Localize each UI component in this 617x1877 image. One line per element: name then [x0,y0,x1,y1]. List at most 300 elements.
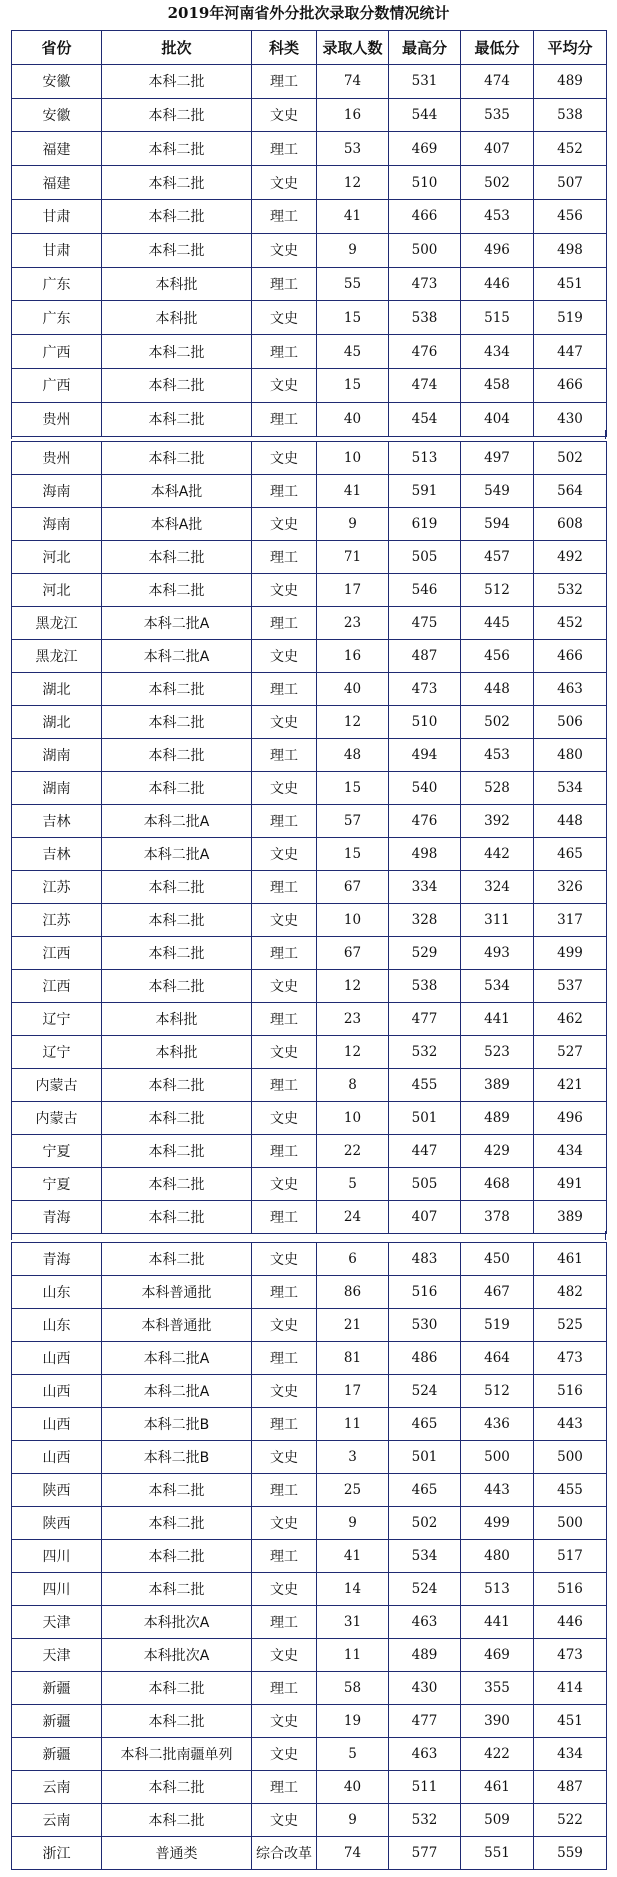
cell-avg-score: 564 [534,475,607,508]
table-row [12,1342,607,1375]
cell-avg-score: 466 [534,368,607,402]
cell-province: 新疆 [12,1738,102,1771]
cell-subject: 理工 [252,1672,317,1705]
cell-max-score: 538 [389,970,461,1003]
cell-subject: 文史 [252,1573,317,1606]
cell-max-score: 500 [389,233,461,267]
cell-max-score: 510 [389,166,461,200]
cell-subject: 文史 [252,1375,317,1408]
cell-max-score: 510 [389,706,461,739]
cell-province: 黑龙江 [12,607,102,640]
cell-batch: 本科二批 [102,132,252,166]
cell-admitted-count: 41 [317,1540,389,1573]
cell-admitted-count: 5 [317,1738,389,1771]
cell-province: 安徽 [12,98,102,132]
cell-province: 湖南 [12,739,102,772]
cell-min-score: 535 [461,98,534,132]
table-header-row [12,31,607,65]
table-row [12,1837,607,1870]
cell-batch: 本科二批 [102,871,252,904]
cell-max-score: 334 [389,871,461,904]
cell-max-score: 498 [389,838,461,871]
cell-min-score: 464 [461,1342,534,1375]
cell-min-score: 594 [461,508,534,541]
cell-min-score: 355 [461,1672,534,1705]
cell-admitted-count: 23 [317,607,389,640]
cell-subject: 理工 [252,1540,317,1573]
cell-province: 浙江 [12,1837,102,1870]
cell-avg-score: 489 [534,64,607,98]
cell-avg-score: 462 [534,1003,607,1036]
cell-batch: 本科二批 [102,233,252,267]
cell-admitted-count: 9 [317,1804,389,1837]
table-row [12,301,607,335]
cell-batch: 本科二批 [102,1135,252,1168]
cell-min-score: 458 [461,368,534,402]
cell-max-score: 328 [389,904,461,937]
cell-batch: 本科二批 [102,772,252,805]
cell-batch: 本科二批A [102,838,252,871]
cell-batch: 本科二批 [102,1507,252,1540]
cell-min-score: 515 [461,301,534,335]
cell-min-score: 457 [461,541,534,574]
cell-max-score: 447 [389,1135,461,1168]
score-table-part-3 [11,1242,607,1870]
table-row [12,1474,607,1507]
table-row [12,1672,607,1705]
cell-province: 甘肃 [12,199,102,233]
cell-avg-score: 499 [534,937,607,970]
cell-avg-score: 507 [534,166,607,200]
cell-admitted-count: 16 [317,640,389,673]
cell-min-score: 500 [461,1441,534,1474]
cell-max-score: 476 [389,335,461,369]
cell-admitted-count: 15 [317,772,389,805]
cell-min-score: 499 [461,1507,534,1540]
cell-province: 云南 [12,1771,102,1804]
header-subject: 科类 [252,31,317,65]
cell-max-score: 531 [389,64,461,98]
cell-avg-score: 537 [534,970,607,1003]
cell-subject: 理工 [252,199,317,233]
cell-province: 宁夏 [12,1135,102,1168]
cell-min-score: 502 [461,706,534,739]
cell-min-score: 453 [461,739,534,772]
cell-avg-score: 532 [534,574,607,607]
table-row [12,739,607,772]
cell-admitted-count: 12 [317,706,389,739]
cell-max-score: 534 [389,1540,461,1573]
cell-min-score: 519 [461,1309,534,1342]
cell-admitted-count: 12 [317,970,389,1003]
cell-avg-score: 461 [534,1243,607,1276]
cell-min-score: 493 [461,937,534,970]
cell-admitted-count: 11 [317,1408,389,1441]
cell-admitted-count: 15 [317,368,389,402]
cell-min-score: 534 [461,970,534,1003]
cell-avg-score: 500 [534,1441,607,1474]
cell-admitted-count: 25 [317,1474,389,1507]
cell-admitted-count: 12 [317,166,389,200]
cell-subject: 理工 [252,132,317,166]
cell-min-score: 445 [461,607,534,640]
cell-avg-score: 491 [534,1168,607,1201]
cell-subject: 理工 [252,937,317,970]
cell-batch: 本科二批A [102,805,252,838]
cell-max-score: 538 [389,301,461,335]
cell-batch: 本科二批A [102,640,252,673]
cell-avg-score: 452 [534,132,607,166]
cell-admitted-count: 58 [317,1672,389,1705]
header-province: 省份 [12,31,102,65]
cell-subject: 文史 [252,508,317,541]
table-row [12,1705,607,1738]
table-row [12,1771,607,1804]
cell-province: 贵州 [12,442,102,475]
cell-max-score: 473 [389,267,461,301]
cell-batch: 本科二批A [102,1342,252,1375]
cell-province: 辽宁 [12,1036,102,1069]
cell-admitted-count: 16 [317,98,389,132]
cell-max-score: 532 [389,1036,461,1069]
cell-max-score: 529 [389,937,461,970]
cell-max-score: 619 [389,508,461,541]
table-row [12,1102,607,1135]
cell-admitted-count: 31 [317,1606,389,1639]
cell-admitted-count: 15 [317,838,389,871]
cell-avg-score: 492 [534,541,607,574]
cell-province: 福建 [12,132,102,166]
cell-max-score: 546 [389,574,461,607]
cell-province: 海南 [12,508,102,541]
cell-avg-score: 500 [534,1507,607,1540]
cell-batch: 本科二批 [102,1540,252,1573]
cell-batch: 本科二批 [102,673,252,706]
cell-min-score: 441 [461,1606,534,1639]
cell-subject: 文史 [252,98,317,132]
cell-admitted-count: 9 [317,1507,389,1540]
cell-province: 山西 [12,1375,102,1408]
cell-subject: 理工 [252,1606,317,1639]
cell-subject: 理工 [252,1201,317,1234]
cell-batch: 本科二批 [102,1069,252,1102]
cell-avg-score: 516 [534,1375,607,1408]
cell-admitted-count: 81 [317,1342,389,1375]
table-row [12,607,607,640]
cell-avg-score: 487 [534,1771,607,1804]
cell-max-score: 577 [389,1837,461,1870]
cell-admitted-count: 40 [317,1771,389,1804]
cell-province: 陕西 [12,1474,102,1507]
cell-subject: 理工 [252,1342,317,1375]
cell-min-score: 441 [461,1003,534,1036]
header-batch: 批次 [102,31,252,65]
cell-avg-score: 448 [534,805,607,838]
table-row [12,267,607,301]
cell-avg-score: 455 [534,1474,607,1507]
cell-province: 河北 [12,574,102,607]
table-row [12,1069,607,1102]
table-row [12,838,607,871]
table-row [12,1507,607,1540]
table-row [12,1003,607,1036]
cell-subject: 理工 [252,673,317,706]
cell-max-score: 591 [389,475,461,508]
cell-avg-score: 389 [534,1201,607,1234]
cell-batch: 本科批 [102,301,252,335]
cell-min-score: 378 [461,1201,534,1234]
cell-min-score: 467 [461,1276,534,1309]
cell-max-score: 505 [389,541,461,574]
cell-subject: 理工 [252,1408,317,1441]
cell-subject: 文史 [252,838,317,871]
cell-subject: 文史 [252,442,317,475]
cell-province: 天津 [12,1606,102,1639]
cell-subject: 文史 [252,706,317,739]
cell-batch: 本科二批 [102,574,252,607]
table-row [12,1201,607,1234]
table-row [12,475,607,508]
cell-province: 天津 [12,1639,102,1672]
cell-admitted-count: 23 [317,1003,389,1036]
cell-avg-score: 559 [534,1837,607,1870]
table-row [12,1375,607,1408]
cell-subject: 文史 [252,1441,317,1474]
cell-min-score: 446 [461,267,534,301]
table-row [12,871,607,904]
table-row [12,1276,607,1309]
table-row [12,64,607,98]
cell-province: 湖南 [12,772,102,805]
cell-max-score: 487 [389,640,461,673]
cell-province: 广东 [12,267,102,301]
cell-admitted-count: 55 [317,267,389,301]
cell-batch: 普通类 [102,1837,252,1870]
header-admitted-count: 录取人数 [317,31,389,65]
cell-batch: 本科二批 [102,368,252,402]
cell-max-score: 505 [389,1168,461,1201]
cell-batch: 本科二批 [102,166,252,200]
cell-province: 宁夏 [12,1168,102,1201]
cell-batch: 本科二批 [102,1771,252,1804]
cell-subject: 文史 [252,574,317,607]
cell-subject: 理工 [252,739,317,772]
cell-avg-score: 456 [534,199,607,233]
table-row [12,166,607,200]
cell-max-score: 489 [389,1639,461,1672]
cell-min-score: 450 [461,1243,534,1276]
cell-avg-score: 473 [534,1342,607,1375]
cell-min-score: 422 [461,1738,534,1771]
cell-min-score: 474 [461,64,534,98]
cell-batch: 本科二批 [102,541,252,574]
cell-batch: 本科二批 [102,937,252,970]
cell-province: 江西 [12,970,102,1003]
cell-province: 广西 [12,368,102,402]
cell-max-score: 474 [389,368,461,402]
cell-avg-score: 517 [534,1540,607,1573]
table-row [12,805,607,838]
cell-min-score: 509 [461,1804,534,1837]
cell-avg-score: 502 [534,442,607,475]
cell-province: 江苏 [12,871,102,904]
cell-admitted-count: 3 [317,1441,389,1474]
cell-province: 广西 [12,335,102,369]
cell-avg-score: 480 [534,739,607,772]
cell-min-score: 456 [461,640,534,673]
cell-batch: 本科二批B [102,1441,252,1474]
table-row [12,1540,607,1573]
cell-batch: 本科二批南疆单列 [102,1738,252,1771]
cell-batch: 本科批 [102,1003,252,1036]
table-row [12,335,607,369]
cell-province: 黑龙江 [12,640,102,673]
cell-avg-score: 452 [534,607,607,640]
cell-batch: 本科二批 [102,1804,252,1837]
cell-subject: 文史 [252,166,317,200]
cell-admitted-count: 15 [317,301,389,335]
cell-batch: 本科二批 [102,970,252,1003]
cell-min-score: 549 [461,475,534,508]
cell-batch: 本科批次A [102,1639,252,1672]
cell-batch: 本科二批 [102,1201,252,1234]
cell-subject: 理工 [252,1135,317,1168]
cell-min-score: 461 [461,1771,534,1804]
cell-batch: 本科二批 [102,402,252,436]
page-break-gap [11,430,606,439]
table-row [12,1738,607,1771]
cell-admitted-count: 9 [317,508,389,541]
cell-province: 山东 [12,1276,102,1309]
cell-batch: 本科A批 [102,508,252,541]
cell-admitted-count: 53 [317,132,389,166]
table-row [12,1804,607,1837]
cell-avg-score: 421 [534,1069,607,1102]
cell-province: 新疆 [12,1672,102,1705]
cell-avg-score: 527 [534,1036,607,1069]
cell-subject: 综合改革 [252,1837,317,1870]
cell-batch: 本科二批 [102,64,252,98]
cell-max-score: 476 [389,805,461,838]
table-row [12,368,607,402]
cell-batch: 本科二批 [102,1573,252,1606]
cell-province: 贵州 [12,402,102,436]
cell-avg-score: 451 [534,267,607,301]
cell-province: 内蒙古 [12,1102,102,1135]
table-row [12,1168,607,1201]
cell-max-score: 477 [389,1003,461,1036]
cell-admitted-count: 21 [317,1309,389,1342]
cell-admitted-count: 8 [317,1069,389,1102]
cell-max-score: 501 [389,1441,461,1474]
table-row [12,574,607,607]
cell-admitted-count: 40 [317,402,389,436]
table-row [12,937,607,970]
cell-min-score: 443 [461,1474,534,1507]
cell-subject: 理工 [252,1003,317,1036]
cell-avg-score: 538 [534,98,607,132]
cell-avg-score: 434 [534,1135,607,1168]
cell-admitted-count: 11 [317,1639,389,1672]
cell-admitted-count: 57 [317,805,389,838]
cell-admitted-count: 41 [317,475,389,508]
cell-max-score: 465 [389,1474,461,1507]
cell-subject: 理工 [252,335,317,369]
cell-province: 河北 [12,541,102,574]
cell-max-score: 494 [389,739,461,772]
cell-min-score: 528 [461,772,534,805]
cell-min-score: 404 [461,402,534,436]
cell-batch: 本科批 [102,1036,252,1069]
cell-max-score: 511 [389,1771,461,1804]
cell-avg-score: 519 [534,301,607,335]
cell-admitted-count: 9 [317,233,389,267]
cell-province: 甘肃 [12,233,102,267]
cell-subject: 文史 [252,772,317,805]
cell-avg-score: 447 [534,335,607,369]
table-row [12,98,607,132]
table-row [12,1135,607,1168]
cell-avg-score: 525 [534,1309,607,1342]
cell-province: 吉林 [12,805,102,838]
cell-min-score: 489 [461,1102,534,1135]
cell-subject: 理工 [252,1069,317,1102]
cell-province: 江西 [12,937,102,970]
cell-max-score: 463 [389,1738,461,1771]
cell-admitted-count: 45 [317,335,389,369]
cell-province: 海南 [12,475,102,508]
cell-avg-score: 496 [534,1102,607,1135]
cell-max-score: 473 [389,673,461,706]
cell-min-score: 496 [461,233,534,267]
cell-subject: 文史 [252,1507,317,1540]
table-row [12,541,607,574]
cell-admitted-count: 5 [317,1168,389,1201]
cell-subject: 文史 [252,368,317,402]
cell-province: 山西 [12,1342,102,1375]
cell-province: 内蒙古 [12,1069,102,1102]
cell-min-score: 469 [461,1639,534,1672]
cell-batch: 本科批次A [102,1606,252,1639]
cell-province: 山西 [12,1408,102,1441]
cell-min-score: 434 [461,335,534,369]
cell-batch: 本科二批A [102,1375,252,1408]
cell-min-score: 389 [461,1069,534,1102]
cell-province: 辽宁 [12,1003,102,1036]
score-table-part-2 [11,441,607,1234]
cell-province: 山西 [12,1441,102,1474]
cell-admitted-count: 74 [317,64,389,98]
cell-min-score: 551 [461,1837,534,1870]
cell-batch: 本科二批 [102,199,252,233]
cell-subject: 理工 [252,805,317,838]
cell-subject: 文史 [252,1309,317,1342]
cell-max-score: 455 [389,1069,461,1102]
cell-batch: 本科二批 [102,904,252,937]
cell-max-score: 530 [389,1309,461,1342]
cell-province: 青海 [12,1201,102,1234]
cell-avg-score: 473 [534,1639,607,1672]
cell-subject: 理工 [252,1474,317,1507]
table-row [12,1036,607,1069]
cell-avg-score: 534 [534,772,607,805]
cell-admitted-count: 22 [317,1135,389,1168]
cell-province: 湖北 [12,673,102,706]
cell-avg-score: 446 [534,1606,607,1639]
cell-max-score: 465 [389,1408,461,1441]
table-row [12,233,607,267]
cell-min-score: 429 [461,1135,534,1168]
